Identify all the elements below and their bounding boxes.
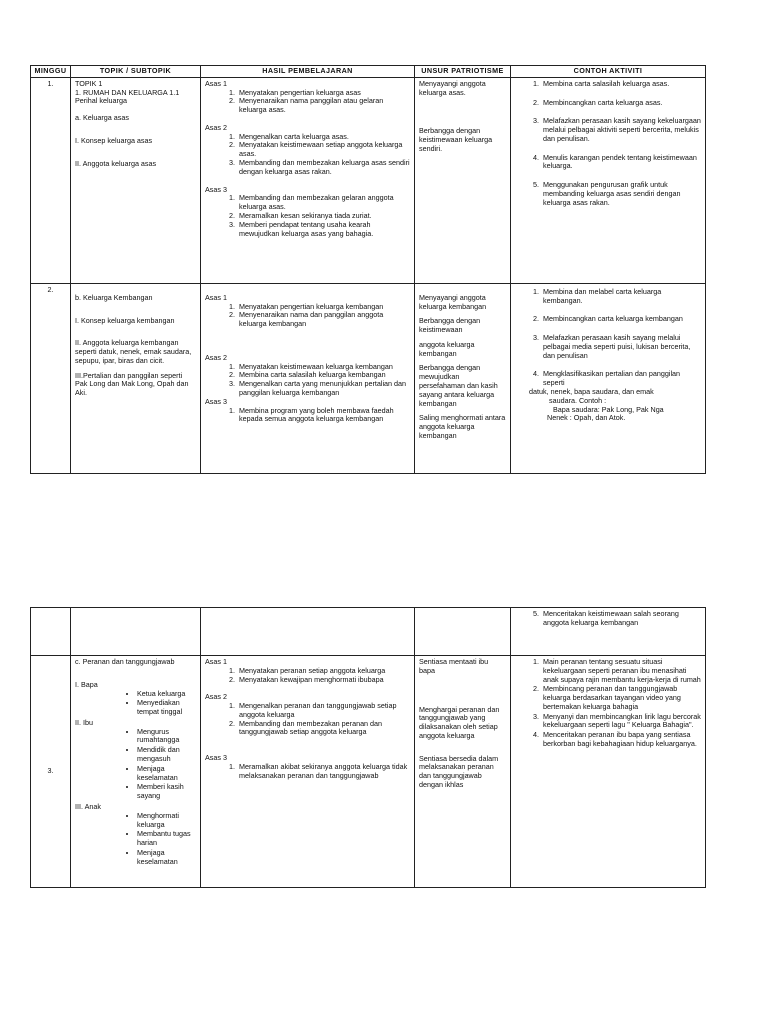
minggu-cell: 3. [31, 656, 71, 888]
list-item: 3. Melafazkan perasaan kasih sayang melalui pelbagai media seperti puisi, lukisan bercerita, dan penulisan [541, 334, 701, 360]
list-item: • Menyediakan tempat tinggal [137, 699, 196, 717]
list-item: 3. Memberi pendapat tentang usaha kearah mewujudkan keluarga asas yang bahagia. [237, 221, 410, 239]
topik-subtitle-2: Perihal keluarga [75, 96, 127, 106]
topik-a: a. Keluarga asas [75, 113, 129, 123]
asas-label: Asas 2 [205, 692, 227, 702]
topik-b: b. Keluarga Kembangan [75, 292, 153, 302]
topik-ii: II. Anggota keluarga kembangan seperti datuk, nenek, emak saudara, sepupu, ipar, biras dan cicit. [75, 338, 192, 365]
lesson-plan-table-page1 [30, 65, 706, 474]
unsur-item: Sentiasa mentaati ibu bapa [419, 657, 489, 675]
topik-title: TOPIK 1 [75, 78, 103, 88]
contoh-extra [515, 388, 701, 423]
list-item: • Menjaga keselamatan [137, 765, 196, 783]
table-row-week3 [31, 656, 706, 888]
unsur-item: Menghargai peranan dan tanggungjawab yang dilaksanakan oleh setiap anggota keluarga [419, 704, 500, 740]
contoh-cell [511, 608, 706, 656]
unsur-item: Menyayangi anggota keluarga asas. [419, 78, 486, 97]
unsur-cell [415, 77, 511, 283]
asas-label: Asas 2 [205, 352, 227, 362]
table-row-continuation [31, 608, 706, 656]
anak-label: III. Anak [75, 801, 101, 811]
table-row-week2 [31, 283, 706, 473]
list-item: 4. Mengklasifikasikan pertalian dan panggilan seperti [541, 370, 701, 388]
list-item: 4. Menceritakan peranan ibu bapa yang sentiasa berkorban bagi kebahagiaan hidup keluarganya. [541, 731, 701, 749]
list-item: 3. Mengenalkan carta yang menunjukkan pertalian dan panggilan keluarga kembangan [237, 380, 410, 398]
list-item: 1. Menyatakan pengertian keluarga kembangan [237, 303, 410, 312]
topik-iii: III.Pertalian dan panggilan seperti Pak Long dan Mak Long, Opah dan Aki. [75, 370, 189, 398]
list-item: • Mengurus rumahtangga [137, 728, 196, 746]
header-contoh: CONTOH AKTIVITI [511, 66, 706, 78]
list-item: 2. Menyenaraikan nama panggilan atau gelaran keluarga asas. [237, 97, 410, 115]
unsur-item: Berbangga dengan keistimewaan keluarga sendiri. [419, 126, 493, 153]
asas-label: Asas 3 [205, 396, 227, 406]
list-item: 2. Menyatakan keistimewaan setiap anggota keluarga asas. [237, 141, 410, 159]
list-item: • Membantu tugas harian [137, 830, 196, 848]
list-item: 4. Menulis karangan pendek tentang keistimewaan keluarga. [541, 154, 701, 172]
contoh-cell [511, 656, 706, 888]
asas-label: Asas 1 [205, 78, 227, 88]
topik-cell [71, 283, 201, 473]
list-item: 5. Menggunakan pengurusan grafik untuk membanding keluarga asas sendiri dengan keluarga asas rakan. [541, 181, 701, 207]
list-item: 3. Menyanyi dan membincangkan lirik lagu bercorak kekeluargaan seperti lagu " Keluarga Bahagia". [541, 713, 701, 731]
topik-i: I. Konsep keluarga asas [75, 135, 153, 145]
asas-label: Asas 1 [205, 292, 227, 302]
list-item: • Memberi kasih sayang [137, 783, 196, 801]
list-item: • Menjaga keselamatan [137, 849, 196, 867]
list-item: 3. Melafazkan perasaan kasih sayang kekeluargaan melalui pelbagai aktiviti seperti bercerita, melukis dan penulisan. [541, 117, 701, 143]
ibu-label: II. Ibu [75, 717, 93, 727]
list-item: 2. Membincang peranan dan tanggungjawab keluarga berdasarkan tayangan video yang bertemakan keluarga bahagia [541, 685, 701, 711]
contoh-extra-line: datuk, nenek, bapa saudara, dan emak [529, 387, 654, 397]
list-item: • Mendidik dan mengasuh [137, 746, 196, 764]
topik-ii: II. Anggota keluarga asas [75, 158, 157, 168]
list-item: 1. Mengenalkan peranan dan tanggungjawab setiap anggota keluarga [237, 702, 410, 720]
contoh-list-continued [515, 610, 701, 628]
list-item: • Ketua keluarga [137, 690, 196, 699]
header-topik: TOPIK / SUBTOPIK [71, 66, 201, 78]
list-item: 1. Meramalkan akibat sekiranya anggota keluarga tidak melaksanakan peranan dan tanggungjawab [237, 763, 410, 781]
list-item: 2. Menyenaraikan nama dan panggilan anggota keluarga kembangan [237, 311, 410, 329]
list-item: 2. Membanding dan membezakan peranan dan tanggungjawab setiap anggota keluarga [237, 720, 410, 738]
topik-cell [71, 77, 201, 283]
list-item: 1. Menyatakan pengertian keluarga asas [237, 89, 410, 98]
list-item: 3. Membanding dan membezakan keluarga asas sendiri dengan keluarga asas rakan. [237, 159, 410, 177]
list-item: 2. Menyatakan kewajipan menghormati ibubapa [237, 676, 410, 685]
list-item: • Menghormati keluarga [137, 812, 196, 830]
list-item: 1. Menyatakan peranan setiap anggota keluarga [237, 667, 410, 676]
contoh-extra-line: Bapa saudara: Pak Long, Pak Nga [553, 404, 664, 414]
header-unsur: UNSUR PATRIOTISME [415, 66, 511, 78]
topik-subtitle: 1. RUMAH DAN KELUARGA 1.1 [75, 87, 180, 97]
header-hasil: HASIL PEMBELAJARAN [201, 66, 415, 78]
list-item: 2. Membina carta salasilah keluarga kembangan [237, 371, 410, 380]
contoh-extra-line: Nenek : Opah, dan Atok. [547, 413, 626, 423]
list-item: 5. Menceritakan keistimewaan salah seorang anggota keluarga kembangan [541, 610, 701, 628]
unsur-item: Berbangga dengan keistimewaan [419, 316, 481, 335]
asas-label: Asas 1 [205, 657, 227, 666]
hasil-cell [201, 77, 415, 283]
unsur-cell [415, 656, 511, 888]
list-item: 1. Membina dan melabel carta keluarga kembangan. [541, 288, 701, 306]
bapa-label: I. Bapa [75, 679, 98, 689]
list-item: 1. Membanding dan membezakan gelaran anggota keluarga asas. [237, 194, 410, 212]
list-item: 2. Membincangkan carta keluarga kembangan [541, 315, 701, 324]
minggu-cell: 1. [31, 77, 71, 283]
header-row [31, 66, 706, 78]
hasil-cell [201, 283, 415, 473]
unsur-item: anggota keluarga kembangan [419, 339, 475, 358]
unsur-item: Sentiasa bersedia dalam melaksanakan peranan dan tanggungjawab dengan ikhlas [419, 753, 499, 790]
list-item: 1. Membina carta salasilah keluarga asas. [541, 80, 701, 89]
list-item: 1. Membina program yang boleh membawa faedah kepada semua anggota keluarga kembangan [237, 407, 410, 425]
hasil-cell [201, 656, 415, 888]
asas-label: Asas 2 [205, 122, 227, 132]
topik-cell [71, 656, 201, 888]
contoh-extra-line: saudara. Contoh : [549, 395, 607, 405]
unsur-item: Berbangga dengan mewujudkan persefahaman dan kasih sayang antara keluarga kembangan [419, 363, 498, 408]
lesson-plan-table-page2 [30, 607, 706, 888]
minggu-cell: 2. [31, 283, 71, 473]
header-minggu: MINGGU [31, 66, 71, 78]
unsur-cell [415, 283, 511, 473]
list-item: 2. Membincangkan carta keluarga asas. [541, 99, 701, 108]
contoh-cell [511, 283, 706, 473]
unsur-item: Saling menghormati antara anggota keluarga kembangan [419, 413, 506, 440]
contoh-cell [511, 77, 706, 283]
list-item: 1. Mengenalkan carta keluarga asas. [237, 133, 410, 142]
table-row-week1 [31, 77, 706, 283]
unsur-item: Menyayangi anggota keluarga kembangan [419, 292, 487, 311]
asas-label: Asas 3 [205, 184, 227, 194]
topik-c: c. Peranan dan tanggungjawab [75, 657, 175, 666]
list-item: 1. Main peranan tentang sesuatu situasi kekeluargaan seperti peranan ibu menasihati anak supaya rajin membantu kerja-kerja di rumah [541, 658, 701, 684]
topik-i: I. Konsep keluarga kembangan [75, 315, 175, 325]
asas-label: Asas 3 [205, 753, 227, 763]
list-item: 1. Menyatakan keistimewaan keluarga kembangan [237, 363, 410, 372]
list-item: 2. Meramalkan kesan sekiranya tiada zuriat. [237, 212, 410, 221]
